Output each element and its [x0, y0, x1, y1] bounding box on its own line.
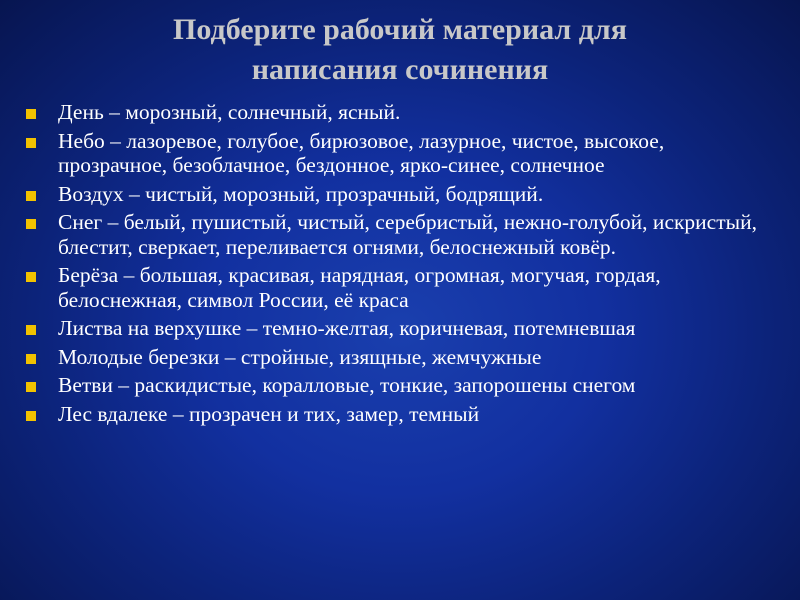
bullet-text: Берёза – большая, красивая, нарядная, огромная, могучая, гордая, белоснежная, символ России, её краса: [58, 263, 661, 312]
bullet-item-young-birches: [26, 345, 776, 370]
bullet-list: [26, 100, 776, 430]
bullet-item-foliage: [26, 316, 776, 341]
bullet-text: Ветви – раскидистые, коралловые, тонкие, запорошены снегом: [58, 373, 636, 397]
bullet-item-birch: [26, 263, 776, 312]
bullet-text: Воздух – чистый, морозный, прозрачный, бодрящий.: [58, 181, 544, 206]
square-bullet-icon: [26, 138, 36, 148]
square-bullet-icon: [26, 109, 36, 119]
bullet-text: Лес вдалеке – прозрачен и тих, замер, темный: [58, 401, 480, 426]
square-bullet-icon: [26, 382, 36, 392]
square-bullet-icon: [26, 272, 36, 282]
square-bullet-icon: [26, 191, 36, 201]
bullet-text: День – морозный, солнечный, ясный.: [58, 100, 401, 124]
bullet-item-snow: [26, 210, 776, 259]
bullet-text: Снег – белый, пушистый, чистый, серебристый, нежно-голубой, искристый, блестит, сверкает, переливается огнями, белоснежный ковёр.: [58, 210, 757, 259]
square-bullet-icon: [26, 325, 36, 335]
slide-title: [60, 10, 740, 90]
bullet-text: Листва на верхушке – темно-желтая, коричневая, потемневшая: [58, 316, 636, 340]
bullet-text: Небо – лазоревое, голубое, бирюзовое, лазурное, чистое, высокое, прозрачное, безоблачное, бездонное, ярко-синее, солнечное: [58, 128, 665, 177]
bullet-item-branches: [26, 373, 776, 398]
bullet-text: Молодые березки – стройные, изящные, жемчужные: [58, 344, 542, 369]
square-bullet-icon: [26, 354, 36, 364]
square-bullet-icon: [26, 219, 36, 229]
bullet-item-forest: [26, 402, 776, 427]
slide-title-line-1: Подберите рабочий материал для: [173, 13, 627, 46]
bullet-item-sky: [26, 129, 776, 178]
bullet-item-air: [26, 182, 776, 207]
square-bullet-icon: [26, 411, 36, 421]
slide-title-line-2: написания сочинения: [251, 53, 549, 86]
bullet-item-day: [26, 100, 776, 125]
